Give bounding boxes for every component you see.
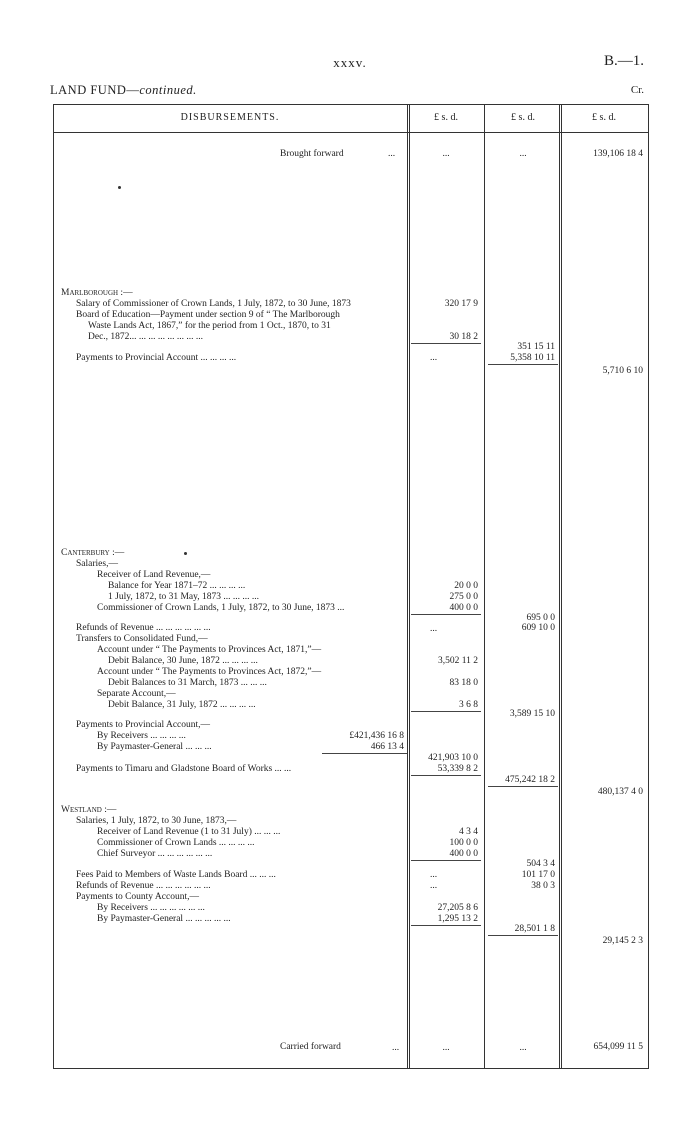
leader-dots: ... bbox=[392, 1043, 400, 1053]
section-total: 29,145 2 3 bbox=[602, 936, 643, 946]
amount: 27,205 8 6 bbox=[437, 903, 478, 913]
entry-line: By Receivers ... ... ... ... ... ... bbox=[97, 903, 205, 913]
amount: ... bbox=[430, 870, 438, 880]
brought-c1: ... bbox=[442, 149, 450, 159]
entry-line: Account under “ The Payments to Provinces Act, 1872,”— bbox=[97, 667, 322, 677]
entry-line: Payments to Provincial Account,— bbox=[76, 720, 211, 730]
amount: 466 13 4 bbox=[370, 742, 404, 752]
disbursements-header: DISBURSEMENTS. bbox=[180, 112, 280, 123]
sum-rule bbox=[411, 860, 481, 861]
section-head-marlborough: Marlborough :— bbox=[61, 288, 133, 298]
sum-rule bbox=[322, 753, 407, 754]
amount: 20 0 0 bbox=[454, 581, 478, 591]
subtotal: 3,589 15 10 bbox=[509, 709, 555, 719]
carried-forward-label: Carried forward bbox=[280, 1042, 341, 1052]
section-total: 5,710 6 10 bbox=[602, 366, 643, 376]
subtotal: 101 17 0 bbox=[521, 870, 555, 880]
ink-speck bbox=[184, 552, 187, 555]
fund-title bbox=[50, 83, 197, 98]
carried-c2: ... bbox=[519, 1043, 527, 1053]
subtotal: 475,242 18 2 bbox=[505, 775, 555, 785]
ink-speck bbox=[118, 186, 121, 189]
subtotal: 609 10 0 bbox=[521, 623, 555, 633]
amount: 3 6 8 bbox=[459, 700, 478, 710]
entry-line: Chief Surveyor ... ... ... ... ... ... bbox=[97, 849, 213, 859]
amount: 4 3 4 bbox=[459, 827, 478, 837]
carried-c3: 654,099 11 5 bbox=[593, 1042, 643, 1052]
page-number: xxxv. bbox=[333, 55, 367, 70]
header-rule bbox=[53, 132, 649, 133]
subtotal: 351 15 11 bbox=[517, 342, 555, 352]
entry-line: Receiver of Land Revenue,— bbox=[97, 570, 211, 580]
entry-line: Payments to Provincial Account ... ... ... ... bbox=[76, 353, 237, 363]
entry-line: Debit Balances to 31 March, 1873 ... ... ... bbox=[108, 678, 267, 688]
sum-rule bbox=[411, 775, 481, 776]
amount: 400 0 0 bbox=[449, 849, 478, 859]
entry-line: Transfers to Consolidated Fund,— bbox=[76, 634, 208, 644]
entry-line: Refunds of Revenue ... ... ... ... ... ... bbox=[76, 881, 211, 891]
entry-line: Debit Balance, 30 June, 1872 ... ... ... ... bbox=[108, 656, 258, 666]
entry-line: Salaries, 1 July, 1872, to 30 June, 1873,— bbox=[76, 816, 237, 826]
subtotal: 504 3 4 bbox=[526, 859, 555, 869]
sum-rule bbox=[488, 364, 558, 365]
entry-line: Balance for Year 1871–72 ... ... ... ... bbox=[108, 581, 246, 591]
entry-line: Refunds of Revenue ... ... ... ... ... ... bbox=[76, 623, 211, 633]
column-divider bbox=[559, 104, 562, 1069]
amount: 421,903 10 0 bbox=[428, 753, 478, 763]
pounds-header-2: £ s. d. bbox=[511, 112, 535, 123]
entry-line: By Paymaster-General ... ... ... bbox=[97, 742, 212, 752]
amount: £421,436 16 8 bbox=[349, 731, 404, 741]
column-divider bbox=[484, 104, 485, 1069]
amount: 320 17 9 bbox=[444, 299, 478, 309]
amount: ... bbox=[430, 353, 438, 363]
entry-line: Separate Account,— bbox=[97, 689, 176, 699]
amount: 275 0 0 bbox=[449, 592, 478, 602]
entry-line: Salary of Commissioner of Crown Lands, 1 July, 1872, to 30 June, 1873 bbox=[76, 299, 351, 309]
amount: ... bbox=[430, 624, 438, 634]
sum-rule bbox=[411, 711, 481, 712]
section-total: 480,137 4 0 bbox=[597, 787, 643, 797]
entry-line: Payments to Timaru and Gladstone Board of Works ... ... bbox=[76, 764, 292, 774]
entry-line: Waste Lands Act, 1867,” for the period from 1 Oct., 1870, to 31 bbox=[88, 321, 331, 331]
pounds-header-1: £ s. d. bbox=[434, 112, 458, 123]
entry-line: Commissioner of Crown Lands ... ... ... ... bbox=[97, 838, 255, 848]
entry-line: By Paymaster-General ... ... ... ... ... bbox=[97, 914, 231, 924]
entry-line: Salaries,— bbox=[76, 559, 118, 569]
brought-c3: 139,106 18 4 bbox=[593, 149, 643, 159]
carried-c1: ... bbox=[442, 1043, 450, 1053]
pounds-header-3: £ s. d. bbox=[592, 112, 616, 123]
entry-line: Board of Education—Payment under section 9 of “ The Marlborough bbox=[76, 310, 340, 320]
sum-rule bbox=[488, 786, 558, 787]
brought-c2: ... bbox=[519, 149, 527, 159]
entry-line: Fees Paid to Members of Waste Lands Board ... ... ... bbox=[76, 870, 276, 880]
subtotal: 28,501 1 8 bbox=[514, 924, 555, 934]
leader-dots: ... bbox=[388, 149, 396, 159]
subtotal: 38 0 3 bbox=[531, 881, 555, 891]
entry-line: Debit Balance, 31 July, 1872 ... ... ... ... bbox=[108, 700, 256, 710]
fund-title-text: LAND FUND— bbox=[50, 83, 140, 97]
sum-rule bbox=[411, 614, 481, 615]
brought-forward-label: Brought forward bbox=[280, 149, 344, 159]
sum-rule bbox=[411, 925, 481, 926]
sum-rule bbox=[411, 343, 481, 344]
sum-rule bbox=[488, 935, 558, 936]
section-head-canterbury: Canterbury :— bbox=[61, 548, 125, 558]
subtotal: 695 0 0 bbox=[526, 613, 555, 623]
entry-line: Account under “ The Payments to Provinces Act, 1871,”— bbox=[97, 645, 322, 655]
entry-line: Receiver of Land Revenue (1 to 31 July) ... ... ... bbox=[97, 827, 281, 837]
amount: 400 0 0 bbox=[449, 603, 478, 613]
amount: 53,339 8 2 bbox=[437, 764, 478, 774]
subtotal: 5,358 10 11 bbox=[510, 353, 555, 363]
document-reference: B.—1. bbox=[603, 53, 644, 69]
amount: 30 18 2 bbox=[449, 332, 478, 342]
entry-line: Payments to County Account,— bbox=[76, 892, 199, 902]
amount: 100 0 0 bbox=[449, 838, 478, 848]
entry-line: By Receivers ... ... ... ... bbox=[97, 731, 186, 741]
amount: ... bbox=[430, 881, 438, 891]
fund-title-continued: continued. bbox=[139, 83, 197, 97]
entry-line: Commissioner of Crown Lands, 1 July, 1872, to 30 June, 1873 ... bbox=[97, 603, 345, 613]
amount: 1,295 13 2 bbox=[437, 914, 478, 924]
column-divider bbox=[407, 104, 410, 1069]
amount: 83 18 0 bbox=[449, 678, 478, 688]
section-head-westland: Westland :— bbox=[61, 805, 117, 815]
amount: 3,502 11 2 bbox=[437, 656, 478, 666]
entry-line: Dec., 1872... ... ... ... ... ... ... ... bbox=[88, 332, 204, 342]
credit-side-label: Cr. bbox=[630, 84, 644, 96]
entry-line: 1 July, 1872, to 31 May, 1873 ... ... ... ... bbox=[108, 592, 260, 602]
